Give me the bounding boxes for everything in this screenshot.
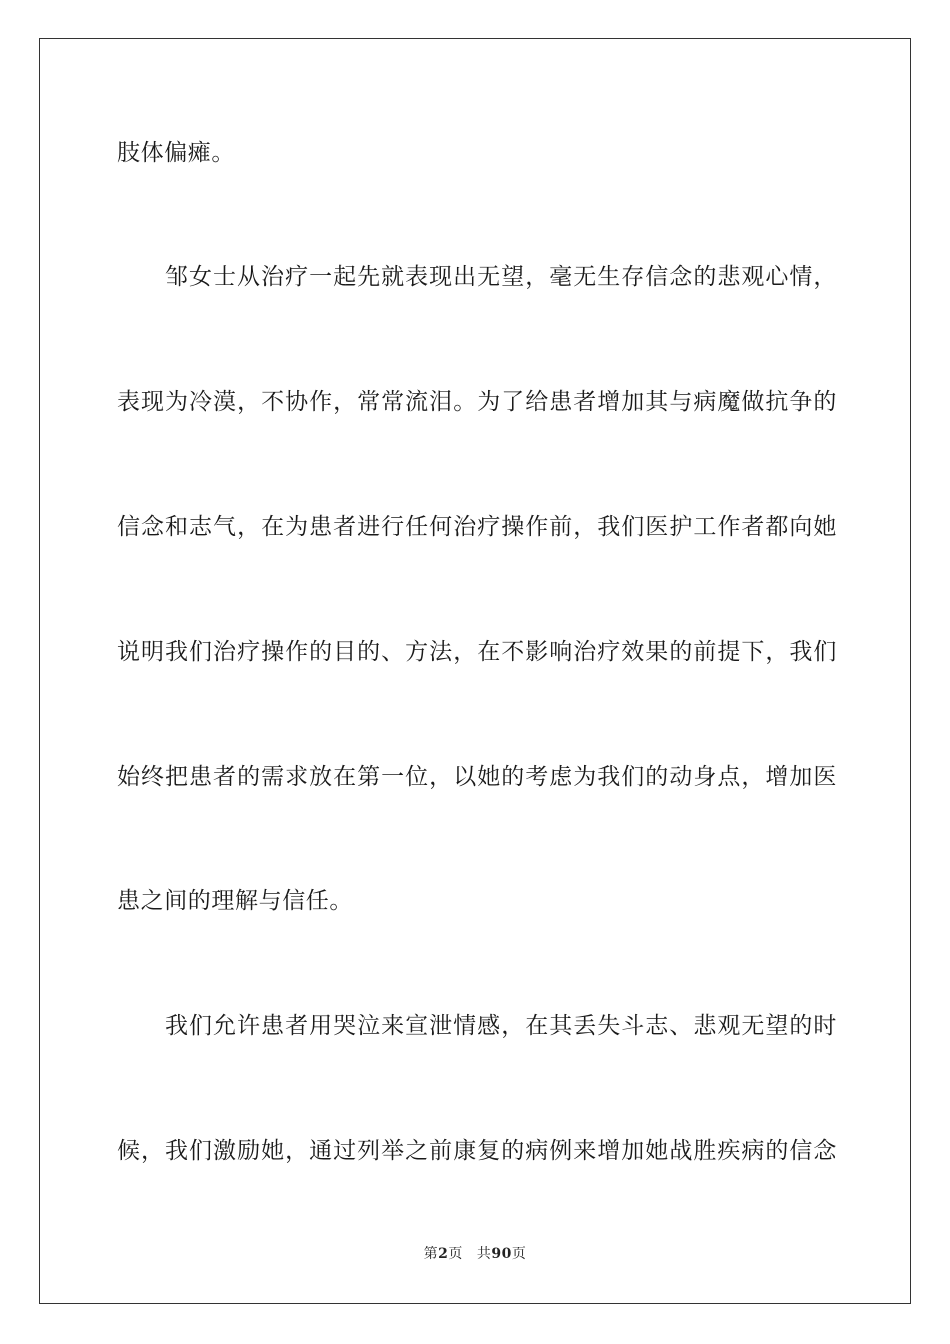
footer-total-number: 90 [491, 1246, 512, 1262]
text-line-7: 患之间的理解与信任。 [117, 888, 353, 914]
text-line-4: 信念和志气，在为患者进行任何治疗操作前，我们医护工作者都向她 [117, 514, 837, 540]
footer-page-prefix: 第 [423, 1246, 439, 1262]
footer-page-suffix: 页 [448, 1246, 463, 1262]
text-line-9: 候，我们激励她，通过列举之前康复的病例来增加她战胜疾病的信念 [117, 1138, 837, 1164]
page-footer [0, 1245, 950, 1263]
footer-total-prefix: 共 [476, 1246, 492, 1262]
text-line-3: 表现为冷漠，不协作，常常流泪。为了给患者增加其与病魔做抗争的 [117, 389, 837, 415]
text-line-6: 始终把患者的需求放在第一位，以她的考虑为我们的动身点，增加医 [117, 764, 837, 790]
footer-total-suffix: 页 [511, 1246, 527, 1262]
footer-page-number: 2 [438, 1246, 449, 1262]
text-line-1: 肢体偏瘫。 [117, 140, 235, 166]
text-line-2: 邹女士从治疗一起先就表现出无望，毫无生存信念的悲观心情， [165, 264, 837, 290]
text-line-5: 说明我们治疗操作的目的、方法，在不影响治疗效果的前提下，我们 [117, 639, 837, 665]
page-border [39, 38, 911, 1304]
text-line-8: 我们允许患者用哭泣来宣泄情感，在其丢失斗志、悲观无望的时 [165, 1013, 837, 1039]
